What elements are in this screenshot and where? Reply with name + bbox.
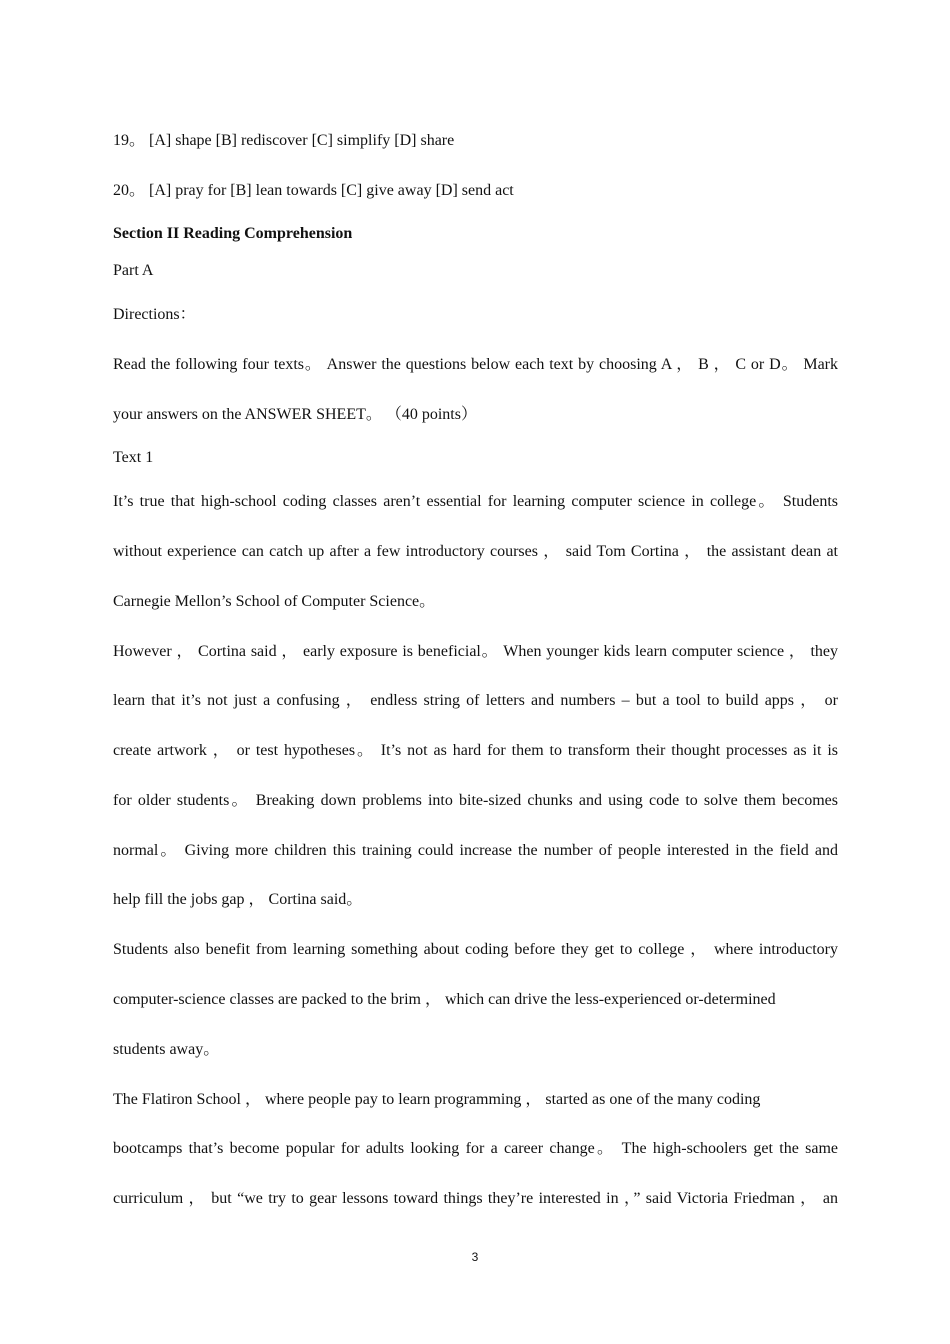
section-title: Section II Reading Comprehension — [113, 225, 353, 242]
paragraph-line: The Flatiron School ， where people pay to learn programming ， started as one of the many coding — [113, 1091, 761, 1108]
paragraph-line: computer-science classes are packed to the brim ， which can drive the less-experienced or-determined — [113, 991, 776, 1008]
option-line-q20: 20。 [A] pray for [B] lean towards [C] give away [D] send act — [113, 182, 514, 199]
paragraph-line: help fill the jobs gap ， Cortina said。 — [113, 891, 363, 908]
paragraph-line: normal。 Giving more children this training could increase the number of people interested in the field and — [113, 842, 839, 859]
directions-text-line: your answers on the ANSWER SHEET。 （40 points） — [113, 406, 477, 423]
paragraph-line: students away。 — [113, 1041, 220, 1058]
paragraph-line: Students also benefit from learning something about coding before they get to college ， where introductory — [113, 941, 838, 958]
paragraph-line: for older students。 Breaking down problems into bite-sized chunks and using code to solve them becomes — [113, 792, 838, 809]
paragraph-line: learn that it’s not just a confusing ， endless string of letters and numbers – but a tool to build apps ， or — [113, 692, 838, 709]
directions-label: Directions： — [113, 306, 196, 323]
text-title: Text 1 — [113, 449, 154, 466]
paragraph-line: However ， Cortina said ， early exposure is beneficial。 When younger kids learn computer science ， they — [113, 643, 838, 660]
option-line-q19: 19。 [A] shape [B] rediscover [C] simplify [D] share — [113, 132, 455, 149]
page-number: 3 — [471, 1250, 479, 1264]
directions-text-line: Read the following four texts。 Answer the questions below each text by choosing A ， B ， C or D。 Mark — [113, 356, 838, 373]
paragraph-line: without experience can catch up after a few introductory courses ， said Tom Cortina ， the assistant dean at — [113, 543, 838, 560]
part-label: Part A — [113, 262, 154, 279]
paragraph-line: create artwork ， or test hypotheses。 It’s not as hard for them to transform their thought processes as it is — [113, 742, 838, 759]
paragraph-line: Carnegie Mellon’s School of Computer Science。 — [113, 593, 436, 610]
paragraph-line: bootcamps that’s become popular for adults looking for a career change。 The high-schoolers get the same — [113, 1140, 838, 1157]
paragraph-line: It’s true that high-school coding classes aren’t essential for learning computer science in college。 Students — [113, 493, 838, 510]
paragraph-line: curriculum ， but “we try to gear lessons toward things they’re interested in ，” said Victoria Friedman ， an — [113, 1190, 838, 1207]
